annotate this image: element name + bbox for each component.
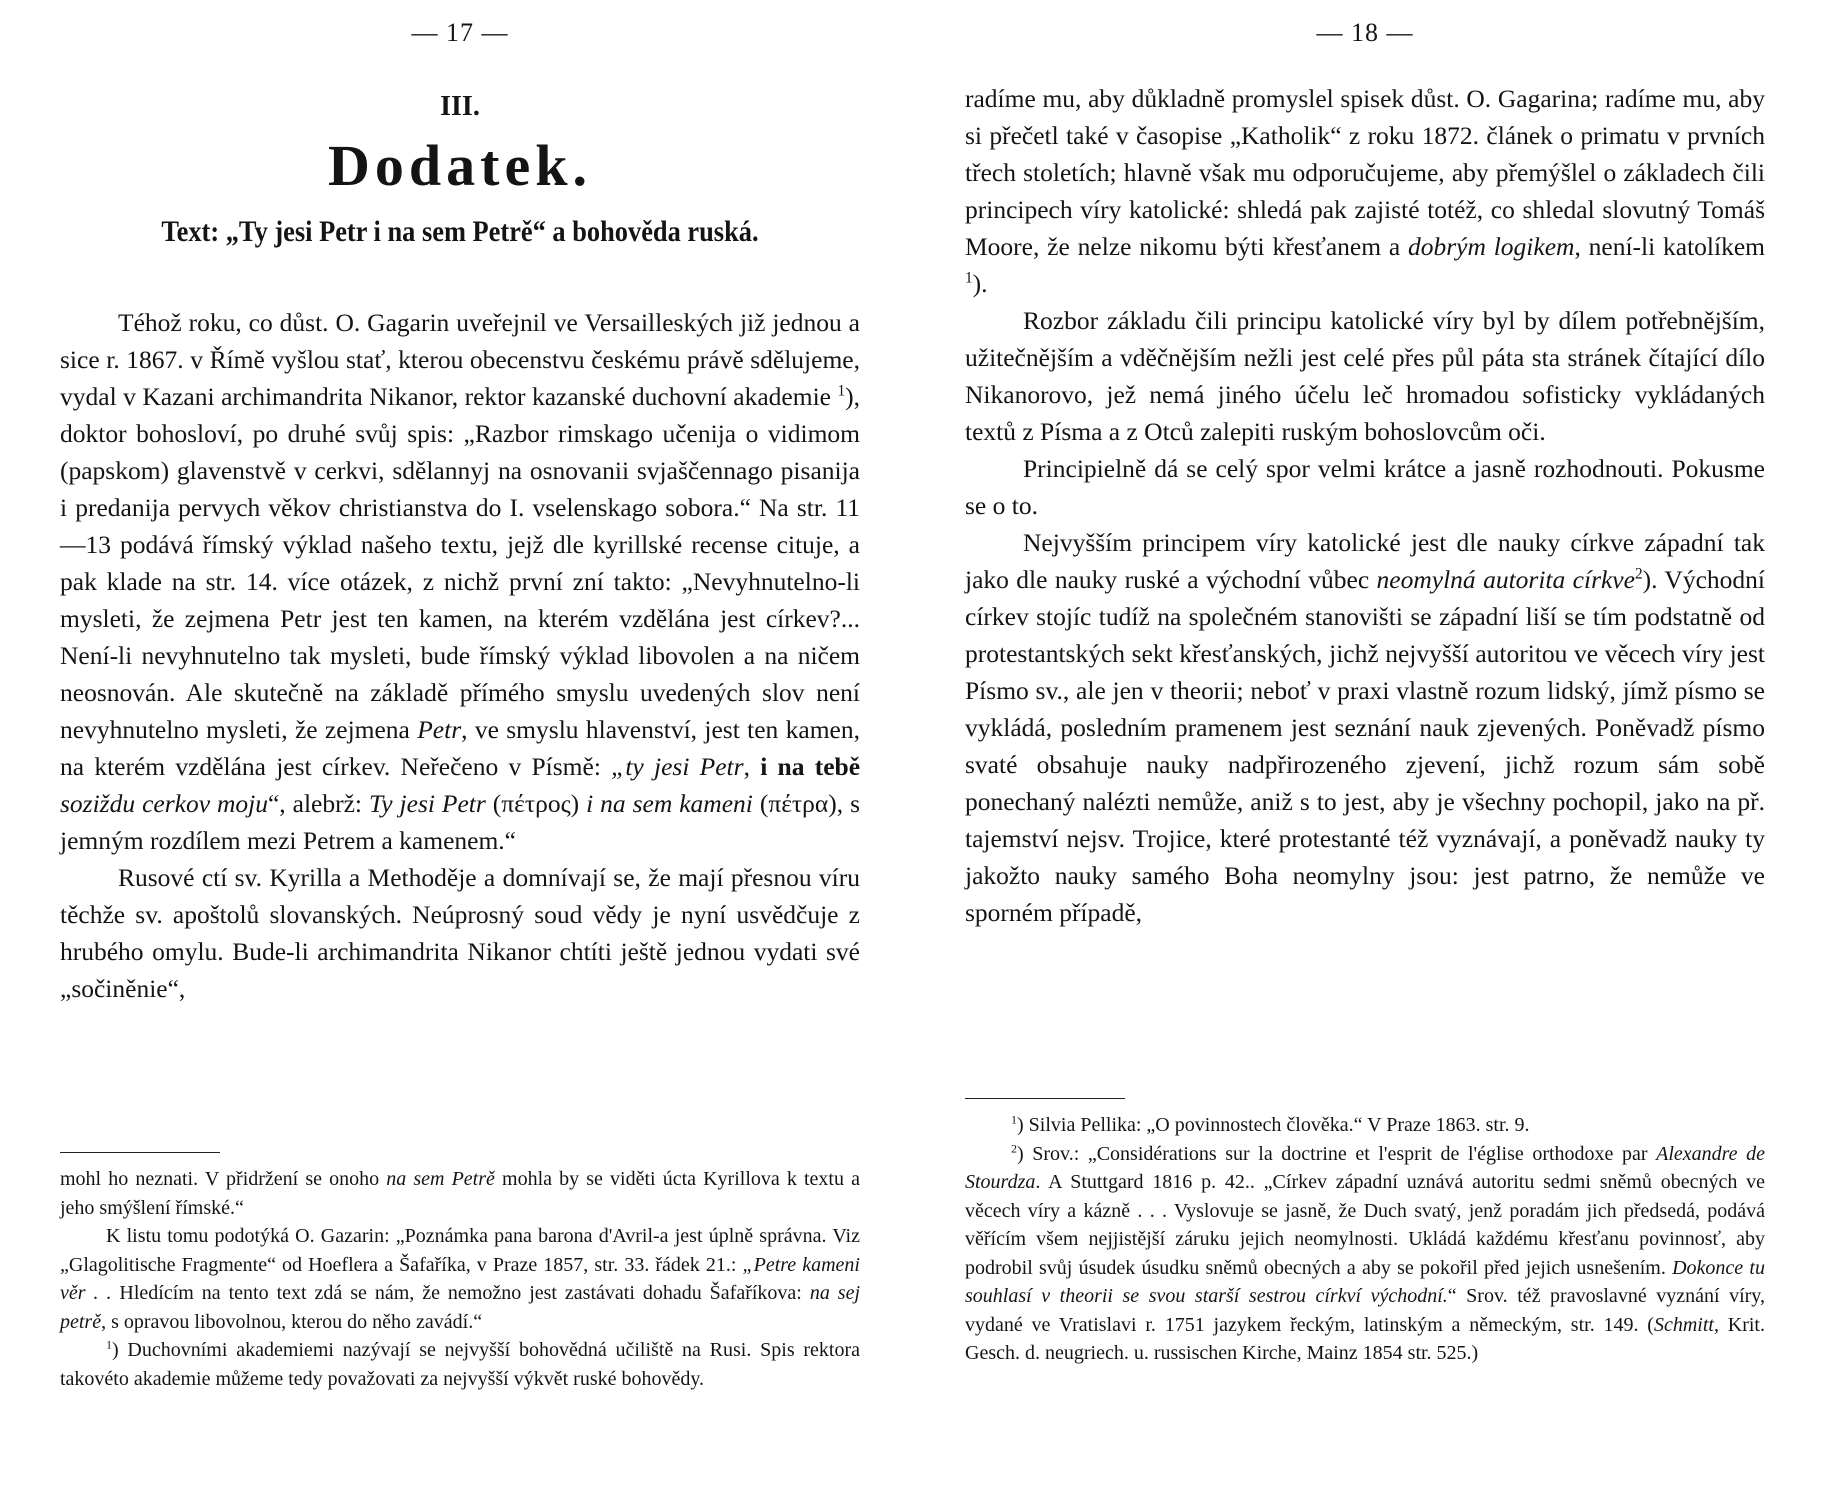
paragraph: radíme mu, aby důkladně promyslel spisek důst. O. Gagarina; radíme mu, aby si přečetl také v časopise „Katholik“ z roku 1872. článek o primatu v prvních třech stoletích; hlavně však mu odporučujeme, aby přemýšlel o základech čili principech víry katolické: shledá pak zajisté totéž, co shledal slovutný Tomáš Moore, že nelze nikomu býti křesťanem a dobrým logikem, není-li katolíkem $^1$).: [965, 84, 1765, 298]
paragraph: Téhož roku, co důst. O. Gagarin uveřejnil ve Versailleských již jednou a sice r. 1867. v Římě vyšlou stať, kterou obecenstvu českému právě sdělujeme, vydal v Kazani archimandrita Nikanor, rektor kazanské duchovní akademie $^1$), doktor bohosloví, po druhé svůj spis: „Razbor rimskago učenija o vidimom (papskom) glavenstvě v cerkvi, sdělannyj na osnovanii svjaščennago pisanija i predanija pervych věkov christianstva do I. vselenskago sobora.“ Na str. 11—13 podává římský výklad našeho textu, jejž dle kyrillské recense cituje, a pak klade na str. 14. více otázek, z nichž první zní takto: „Nevyhnutelno-li mysleti, že zejmena Petr jest ten kamen, na kterém vzdělána jest církev?... Není-li nevyhnutelno tak mysleti, bude římský výklad libovolen a na ničem neosnován. Ale skutečně na základě přímého smyslu uvedených slov není nevyhnutelno mysleti, že zejmena Petr, ve smyslu hlavenství, jest ten kamen, na kterém vzdělána jest církev. Neřečeno v Písmě: „ty jesi Petr, i na tebě soziždu cerkov moju“, alebrž: Ty jesi Petr (πέτρος) i na sem kameni (πέτρα), s jemným rozdílem mezi Petrem a kamenem.“: [60, 308, 861, 855]
footnote: K listu tomu podotýká O. Gazarin: „Poznámka pana barona d'Avril-a jest úplně správna. Viz „Glagolitische Fragmente“ od Hoeflera a Šafaříka, v Praze 1857, str. 33. řádek 21.: „Petre kameni věr . . Hledícím na tento text zdá se nám, že nemožno jest zastávati dohadu Šafaříkova: na sej petrě, s opravou libovolnou, kterou do něho zavádí.“: [60, 1225, 860, 1333]
left-body: [60, 84, 860, 1007]
footnote-rule: [60, 1152, 220, 1153]
chapter-title: Dodatek.: [328, 133, 592, 198]
footnote: $^2$) Srov.: „Considérations sur la doctrine et l'esprit de l'église orthodoxe par Alexandre de Stourdza. A Stuttgard 1816 p. 42.. „Církev západní uznává autoritu sedmi sněmů obecných ve věcech víry a kázně . . . Vyslovuje se jasně, že Duch svatý, jenž poradám jich předsedá, podává věřícím všem nejjistější záruku jejich neomylnosti. Ukládá každému křesťanu povinnosť, aby podrobil svůj úsudek úsudku sněmů obecných a aby se pokořil před jejich usnešením. Dokonce tu souhlasí v theorii se svou starší sestrou církví východní.“ Srov. též pravoslavné vyznání víry, vydané ve Vratislavi r. 1751 jazykem řeckým, latinským a německým, str. 149. (Schmitt, Krit. Gesch. d. neugriech. u. russischen Kirche, Mainz 1854 str. 525.): [965, 1140, 1766, 1364]
paragraph: Principielně dá se celý spor velmi krátce a jasně rozhodnouti. Pokusme se o to.: [965, 454, 1765, 520]
paragraph: Nejvyšším principem víry katolické jest dle nauky církve západní tak jako dle nauky ruské a východní vůbec neomylná autorita církve$^2$). Východní církev stojíc tudíž na společném stanovišti se západní liší se tím podstatně od protestantských sekt křesťanských, jichž nejvyšší autoritou ve věcech víry jest Písmo sv., ale jen v theorii; neboť v praxi vlastně rozum lidský, jímž písmo se vykládá, posledním pramenem jest seznání nauk zjevených. Poněvadž písmo svaté obsahuje nauky nadpřirozeného zjevení, jichž rozum sám sobě ponechaný nalézti nemůže, aniž s to jest, aby je všechny pochopil, jako na př. tajemství nejsv. Trojice, které protestanté též vyznávají, a poněvadž nauky ty jakožto nauky samého Boha neomylny jsou: jest patrno, že nemůže ve sporném případě,: [965, 528, 1765, 927]
paragraph: Rusové ctí sv. Kyrilla a Methoděje a domnívají se, že mají přesnou víru těchže sv. apoštolů slovanských. Neúprosný soud vědy je nyní usvědčuje z hrubého omylu. Bude-li archimandrita Nikanor chtíti ještě jednou vydati své „sočiněnie“,: [60, 863, 860, 1003]
footnote-rule: [965, 1098, 1125, 1099]
left-footnotes: [60, 1152, 860, 1393]
footnote: $^1$) Silvia Pellika: „O povinnostech člověka.“ V Praze 1863. str. 9.: [1011, 1112, 1530, 1136]
chapter-number: III.: [440, 91, 480, 122]
right-page: [965, 0, 1765, 1500]
page-number: — 17 —: [411, 18, 509, 47]
page-number: — 18 —: [1316, 18, 1414, 47]
footnote: $^1$) Duchovními akademiemi nazývají se nejvyšší bohovědná učiliště na Rusi. Spis rektora takovéto akademie můžeme tedy považovati za nejvyšší výkvět ruské bohovědy.: [60, 1337, 860, 1390]
chapter-subtitle: Text: „Ty jesi Petr i na sem Petrě“ a bohověda ruská.: [161, 215, 759, 248]
right-footnotes: [965, 1098, 1765, 1368]
paragraph: Rozbor základu čili principu katolické víry byl by dílem potřebnějším, užitečnějším a vděčnějším nežli jest celé přes půl páta sta stránek čítající dílo Nikanorovo, jež nemá jiného účelu leč hromadou sofisticky vykládaných textů z Písma a z Otců zalepiti ruským bohoslovcům oči.: [965, 306, 1765, 446]
right-body: [965, 80, 1765, 931]
footnote: mohl ho neznati. V přidržení se onoho na sem Petrě mohla by se viděti úcta Kyrillova k textu a jeho smýšlení římské.“: [60, 1168, 860, 1219]
left-page: [60, 0, 860, 1500]
